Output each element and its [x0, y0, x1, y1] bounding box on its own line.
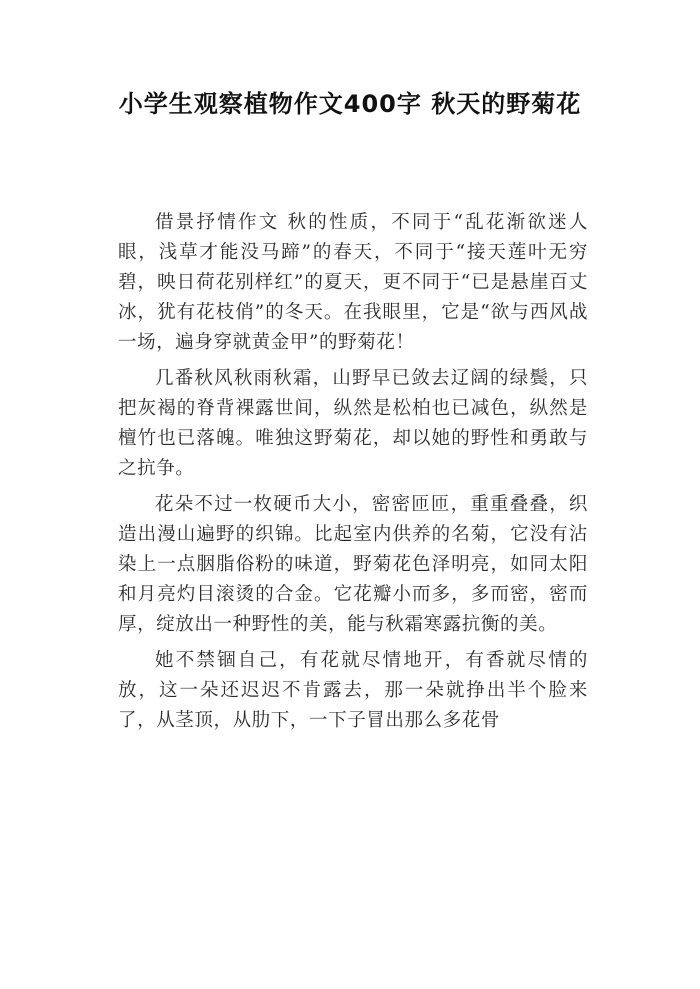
paragraph-2: 几番秋风秋雨秋霜，山野早已敛去辽阔的绿鬓，只把灰褐的脊背裸露世间，纵然是松柏也已减色，纵然是檀竹也已落魄。唯独这野菊花，却以她的野性和勇敢与之抗争。 — [118, 368, 588, 479]
paragraph-3: 花朵不过一枚硬币大小，密密匝匝，重重叠叠，织造出漫山遍野的织锦。比起室内供养的名菊，它没有沾染上一点胭脂俗粉的味道，野菊花色泽明亮，如同太阳和月亮灼目滚烫的合金。它花瓣小而多，多而密，密而厚，绽放出一种野性的美，能与秋霜寒露抗衡的美。 — [118, 494, 588, 635]
paragraph-1: 借景抒情作文 秋的性质，不同于“乱花渐欲迷人眼，浅草才能没马蹄”的春天，不同于“接天莲叶无穷碧，映日荷花别样红”的夏天，更不同于“已是悬崖百丈冰，犹有花枝俏”的冬天。在我眼里，它是“欲与西风战一场，遍身穿就黄金甲”的野菊花！ — [118, 212, 588, 353]
document-title: 小学生观察植物作文400字 秋天的野菊花 — [118, 90, 582, 118]
paragraph-4: 她不禁锢自己，有花就尽情地开，有香就尽情的放，这一朵还迟迟不肯露去，那一朵就挣出半个脸来了，从茎顶，从肋下，一下子冒出那么多花骨 — [118, 650, 588, 731]
document-body — [118, 208, 588, 742]
